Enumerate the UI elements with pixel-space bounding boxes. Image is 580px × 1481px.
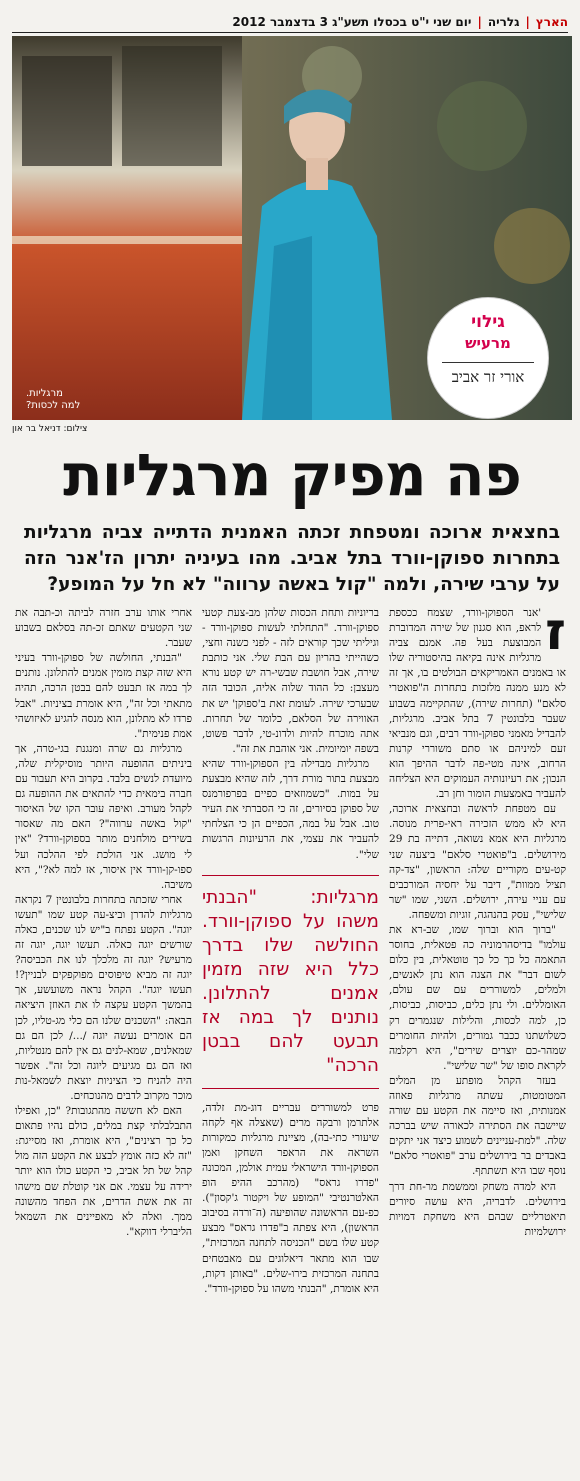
badge-kicker: גילוי [471,312,505,332]
paragraph: בריוניות ותחת הכסות שלהן מב-צעת קטעי ספוקן-וורד. "התחלתי לעשות ספוקן-וורד - וגיליתי שכך קוראים לזה - לפני כשנה וחצי, כשהייתי בהריון עם הבת שלי. אני כותבת שירה, אבל חושבת שבשי-רה יש קטע נורא מעצבן: כל ההוד שלוה אליה, הכובד הזה שבערכי שירה. לעומת זאת ב'ספוקן' יש את האווירה של הסלאם, כלומר של תחרות. אתה מוכרח להיות ולדונ-טי, לדבר פשוט, בשפה יומיומית. אני אוהבת את זה". [202,607,379,755]
paragraph: בעזר הקהל מופתע מן המלים המטומטות, עשתה מרגליות פאוזה אמנותית, ואז סיימה את הקטע עם שורה שיישבה את הסתירה לכאורה שיש בברכה שלה. "למת-עניינים לשמוע כיצד אני יתקים באבדים בר בירושלים ערב "פואטרי סלאם" נוסף שבו היא תשתתף. [389,1074,566,1178]
photo-credit: צילום: דניאל בר און [12,424,88,434]
badge-kicker: מרעיש [465,334,511,352]
paragraph: מרגליות גם שרה ומנגנת בגי-טרה, אך ביניתים ההופעה היותר מוסיקלית שלה, מיועדת לנשים בלבד. בקרוב היא תעבור עם חברה בימאית כדי להתאים את ההופעה גם לקהל מעורב. ואיפה עובר הקו של האיסור "קול באשה ערווה"? האם מה שאסור בשירים מולחנים מותר בספוקן-וורד? "אין לי מושג. אני הולכת לפי ההלכה ועל ספו-קן-וורד אין איסור, אז למה לא?", היא משיבה. [15,742,192,891]
section-name: גלריה [487,15,520,29]
body-column [202,606,379,1476]
photo-caption: מרגליות. למה לכסות? [26,388,81,411]
paragraph: אחרי אותו ערב חזרה לביתה וכ-תבה את שני הקטעים שאתם זכ-תה בסלאם בשבוע שעבר. [15,607,192,650]
masthead [12,6,568,33]
paragraph: עם מטפחת לראשה ובחצאית ארוכה, היא לא ממש הזכירה ראי-פרית מנוסה. מרגליות היא אמא נשואה, דתייה בת 29 מירושלים. ב"פואטרי סלאם" ביצעה שני קט-עים מקוריים שלה: הראשון, "צד-קה תציל ממוות", דיבר על יחסיה המורכבים עם עניי עירה, ירושלים. השני, שמו "שר שלישי", עסק בהנהגה, זוגיות ומשפחה. [389,803,566,921]
headline: פה מפיק מרגליות [63,441,521,509]
pull-quote: מרגליות: "הבנתי משהו על ספוקן-וורד. החולשה שלו בדרך כלל היא שזה מזמין אמנים להתלונן. נותנים לך במה אז תבעט להם בבטן הרכה" [202,875,379,1089]
body-column [15,606,192,1476]
drop-cap: ז [545,606,566,662]
article-body [14,606,566,1476]
separator: | [525,15,530,29]
paragraph: היא למדה משחק וממשמת מר-חת דרך בירושלים. לדבריה, היא עושה סיורים תיאטרליים שבהם היא משחקת דמויות ירושלמיות [389,1180,566,1238]
lede: בחצאית ארוכה ומטפחת זכתה האמנית הדתייה צביה מרגליות בתחרות ספוקן-וורד בתל אביב. מהו בעיניה יתרון הז'אנר הזה על ערבי שירה, ולמה "קול באשה ערווה" לא חל על המופע? [24,522,560,595]
paragraph: האם לא חששה מהתגובות? "כן, ואפילו התבלבלתי קצת במלים, כולם נהיו פתאום כל כך רצינים", היא אומרת, ואז מסייגת: "זה לא כזה אומץ לבצע את הקטע הזה מול קהל של תל אביב, כי הקטע כולו הוא יותר ירידה על עצמי. אם אני קוטלת שם מישהו זה את אשת הדרים, את הפחד מהשונה ממך. ואלה לא מאפיינים את השמאל הליברלי דווקא". [15,1105,192,1238]
author-name: אורי זר אביב [451,368,525,386]
paragraph: "ברוך הוא וברוך שמו, שב-רא את עולמו" בדיסהרמוניה כה פטאלית, בחוסר התאמה כל כך כל כך טוטאלית, בין כלום לשום דבר" את הצגה הוא נתן לאנשים, ולמלים, למשוררים עם שם עולם, האומללים. ולי נתן כלים, כביסות, כביסות, כן, למה לכסות, והלילות שנגמרים רק כשלושתנו ככבר גמורים, ולהיות החומרים שמהר-כם יוצרים שירים", היא רקלמה לקראת סופו של "שר שלישי". [389,923,566,1072]
paragraph: פרט למשוררים עבריים דוג-מת זלדה, אלתרמן ורבקה מרים (שאצלה אף לקחה שיעורי כתי-בה), מציינת מרגליות כמקורות השראה את הראפר השחקן ואמן הספוקן-וורד הישראלי עמית אולמן, המכונה "פדרו גראס" (מהרכב ההיפ הופ האלטרנטיבי "המופע של ויקטור ג'קסון"). כפ-עם הראשונה שהופיעה (ה־ורדה בסיבוב הראשון), היא צפתה ב"פדרו גראס" מבצע קטע שלו בשם "הכניסה לתחנה המרכזית", שבו הוא מתאר דיאלוגים עם מאבטחים בתחנה המרכזית בירו-שלים. "באותן דקות, היא אומרת, "הבנתי משהו על ספוקן-וורד". [202,1101,379,1295]
column-badge [428,298,548,418]
paragraph: 'אנר הספוקן-וורד, שצמח ככספת לראפ, הוא סגנון של שירה המדוברת המבוצעת בעל פה. אמנם צביה מרגליות אינה בקיאה בהיסטוריה שלו או באמנים האמריקאים הבולטים בו, אך זה לא מנע ממנה מלזכות בתחרות ה"פואטרי סלאם" (תחרות שירה), שהתקיימה בשבוע שעבר בלבונטין 7 בתל אביב. מרגליות, להבדיל מאמני ספוקן-וורד רבים, וגם מנביאי זעם למיניהם או סתם משוררי קרנות הרחוב, אינה מטי-פה לדבר ההיפך הוא הנכון; את רעיונותיה העמוקים היא הצליחה להעביר באמצעות הומור וחן רב. [389,607,566,801]
divider [442,362,534,363]
body-column [389,606,566,1476]
separator: | [477,15,482,29]
paragraph: מרגליות מבדילה בין הספוקן-וורד שהיא מבצעת בתור מורת דרך, לזה שהיא מבצעת על במות. "כשמוזאים כפיים בפרפורמנס של ספוקן בסיורים, זה כי הסברתי את העיר טוב. אבל על במה, הכפיים הן כי הצלחתי להעביר את עצמי, את הרעיונות הרגשות שלי". [202,757,379,861]
paragraph: אחרי שזכתה בתחרות בלבונטין 7 נקראה מרגליות להדרן וביצ-עה קטע שמו "תעשו יוגה". הקטע נפתח ב"יש לנו שכנים, כאלה שורשים יוגה כאלה. תעשו יוגה, יוגה זה מרעיש? יוגה זה מלכלך לנו את הכביסה? יוגה זה מביא טיפוסים מפוקפקים לבניין?! תעשו יוגה". הקהל נראה משועשע, אך בהמשך הקטע עקצה לו את האוזן היציאה הבאה: "השכנים שלנו הם כלי מג-טליו, לכן הם אומרים נעשה יוגה /.../ לכן הם גם שמאלנים, שמא-לנים גם אין להם מנטליות, ואז הם גם מגיעים ליוגה וכל זה". אפשר היה להניח כי הציניות יוצאת לשמאל-נות מוכר מקרוב לדבים מהנוכחים. [15,893,192,1102]
issue-date: יום שני י"ט בכסלו תשע"ג 3 בדצמבר 2012 [232,15,472,29]
paragraph: "הבנתי, החולשה של ספוקן-וורד בעיני היא שזה קצת מזמין אמנים להתלונן. נותנים לך במה אז תבעט להם בבטן הרכה, תהיה מתאתי וכל זה", היא אומרת בציניות. "אבל פרדו לא מתלונן, הוא מנסה להגיע לאיזושהי אמת פנימית". [15,652,192,740]
publication-name: הארץ [535,15,568,29]
